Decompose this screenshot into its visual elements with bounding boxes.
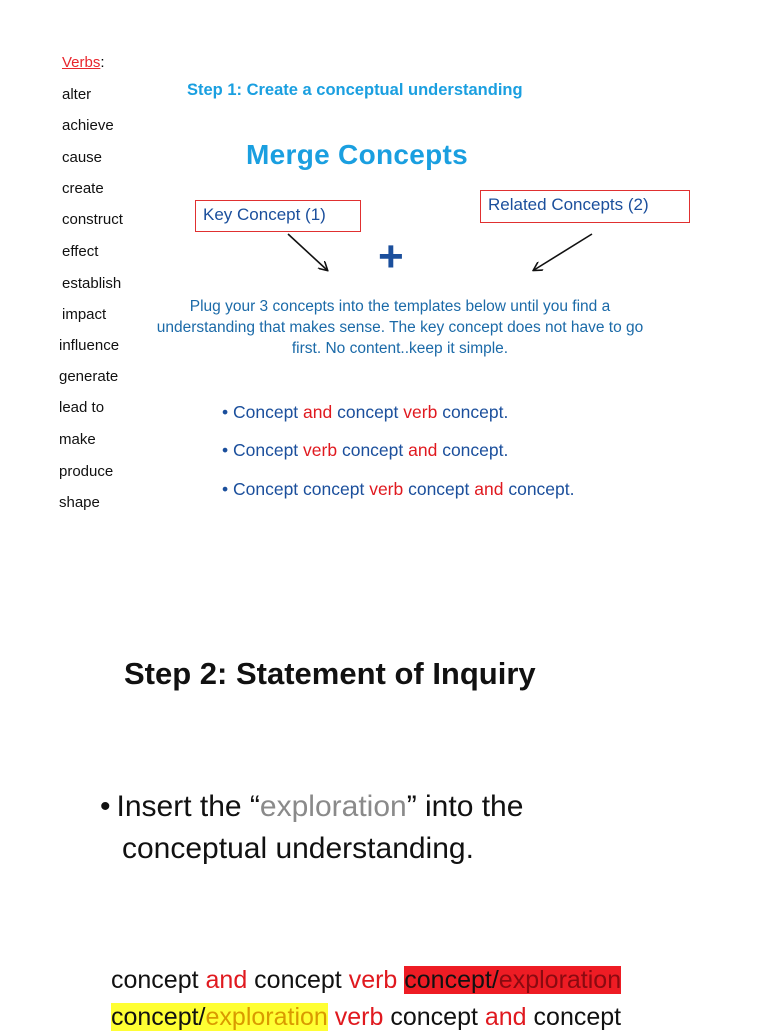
bullet: • xyxy=(100,790,111,823)
insert-instruction: • Insert the “exploration” into the xyxy=(100,790,524,823)
highlight-yellow: concept/exploration xyxy=(111,1003,328,1031)
instructions-text: Plug your 3 concepts into the templates below until you find a understanding that makes sense. The key concept does not have to go first. No content..keep it simple. xyxy=(156,298,644,357)
verb-item: create xyxy=(62,180,104,197)
key-concept-arrow xyxy=(288,234,327,270)
plus-icon: + xyxy=(378,232,404,281)
verb-item: influence xyxy=(59,337,120,354)
template-line: • Concept and concept verb concept. xyxy=(222,402,509,422)
example-line-1: concept and concept verb concept/exploration xyxy=(111,966,622,994)
example-line-2: concept/exploration verb concept and concept xyxy=(111,1003,622,1031)
verb-item: construct xyxy=(62,211,123,228)
step1-heading: Step 1: Create a conceptual understanding xyxy=(187,81,523,99)
insert-instruction-line2: conceptual understanding. xyxy=(122,832,474,865)
verbs-title: Verbs: xyxy=(62,54,105,71)
verb-item: lead to xyxy=(59,399,105,416)
verb-item: cause xyxy=(62,149,103,166)
related-concepts-arrow xyxy=(534,234,592,270)
merge-concepts-title: Merge Concepts xyxy=(246,139,469,170)
template-line: • Concept concept verb concept and concept. xyxy=(222,479,575,499)
verb-item: establish xyxy=(62,275,122,292)
verb-item: produce xyxy=(59,463,114,480)
verb-item: effect xyxy=(62,243,99,260)
template-line: • Concept verb concept and concept. xyxy=(222,440,509,460)
verb-item: achieve xyxy=(62,117,114,134)
verb-item: generate xyxy=(59,368,119,385)
verb-item: alter xyxy=(62,86,92,103)
step2-heading: Step 2: Statement of Inquiry xyxy=(124,656,536,691)
verb-item: make xyxy=(59,431,96,448)
verb-item: shape xyxy=(59,494,100,511)
verb-item: impact xyxy=(62,306,107,323)
key-concept-box: Key Concept (1) xyxy=(195,200,361,232)
related-concepts-box: Related Concepts (2) xyxy=(480,190,690,223)
highlight-red: concept/exploration xyxy=(404,966,622,994)
